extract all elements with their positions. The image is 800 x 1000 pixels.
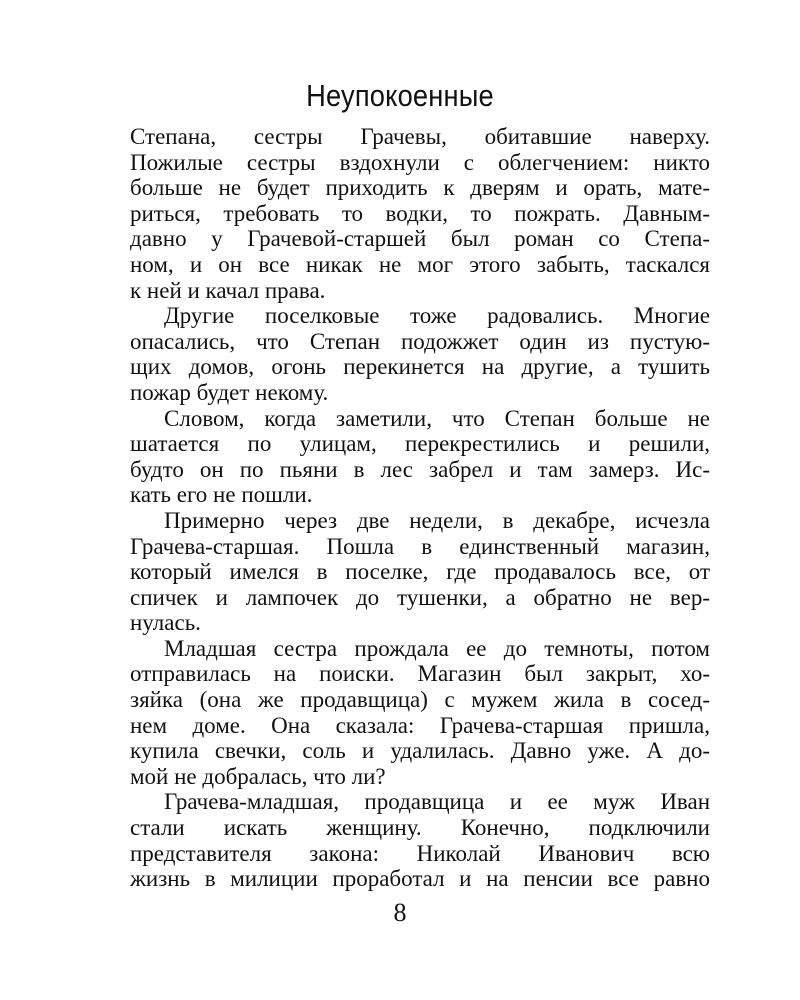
text-line: который имелся в поселке, где продавалось все, от: [130, 559, 710, 585]
paragraph-first-line: Младшая сестра прождала ее до темноты, потом: [164, 635, 710, 661]
body-text: [130, 124, 710, 892]
paragraph-first-line: Примерно через две недели, в декабре, исчезла: [164, 507, 710, 533]
page-number: 8: [393, 898, 407, 927]
text-line: жизнь в милиции проработал и на пенсии все равно: [130, 866, 710, 892]
text-line: щих домов, огонь перекинется на другие, а тушить: [130, 354, 710, 380]
paragraph-first-line: Словом, когда заметили, что Степан больше не: [164, 405, 710, 431]
text-line: представителя закона: Николай Иванович всю: [130, 840, 710, 866]
paragraph-first-line: Грачева-младшая, продавщица и ее муж Иван: [164, 789, 710, 815]
text-line: шатается по улицам, перекрестились и решили,: [130, 431, 710, 457]
text-line: стали искать женщину. Конечно, подключили: [130, 815, 710, 841]
text-line: давно у Грачевой-старшей был роман со Степа-: [130, 226, 710, 252]
text-line: ном, и он все никак не мог этого забыть, таскался: [130, 251, 710, 277]
text-line: пожар будет некому.: [130, 379, 329, 405]
text-line: нем доме. Она сказала: Грачева-старшая пришла,: [130, 712, 710, 738]
text-line: риться, требовать то водки, то пожрать. Давным-: [130, 200, 710, 226]
text-line: спичек и лампочек до тушенки, а обратно не вер-: [130, 584, 710, 610]
text-line: опасались, что Степан подожжет один из пустую-: [130, 328, 710, 354]
text-line: Грачева-старшая. Пошла в единственный магазин,: [130, 533, 710, 559]
text-line: зяйка (она же продавщица) с мужем жила в сосед-: [130, 687, 710, 713]
running-title: Неупокоенные: [306, 78, 494, 113]
text-line: кать его не пошли.: [130, 482, 313, 508]
text-line: больше не будет приходить к дверям и орать, мате-: [130, 175, 710, 201]
text-line: отправилась на поиски. Магазин был закрыт, хо-: [130, 661, 710, 687]
text-line: к ней и качал права.: [130, 277, 326, 303]
text-line: Степана, сестры Грачевы, обитавшие наверху.: [130, 124, 710, 149]
text-line: будто он по пьяни в лес забрел и там замерз. Ис-: [130, 456, 710, 482]
text-line: купила свечки, соль и удалилась. Давно уже. А до-: [130, 738, 710, 764]
text-line: нулась.: [130, 610, 201, 636]
text-line: мой не добралась, что ли?: [130, 763, 386, 789]
paragraph-first-line: Другие поселковые тоже радовались. Многие: [164, 303, 710, 329]
text-line: Пожилые сестры вздохнули с облегчением: никто: [130, 149, 710, 175]
